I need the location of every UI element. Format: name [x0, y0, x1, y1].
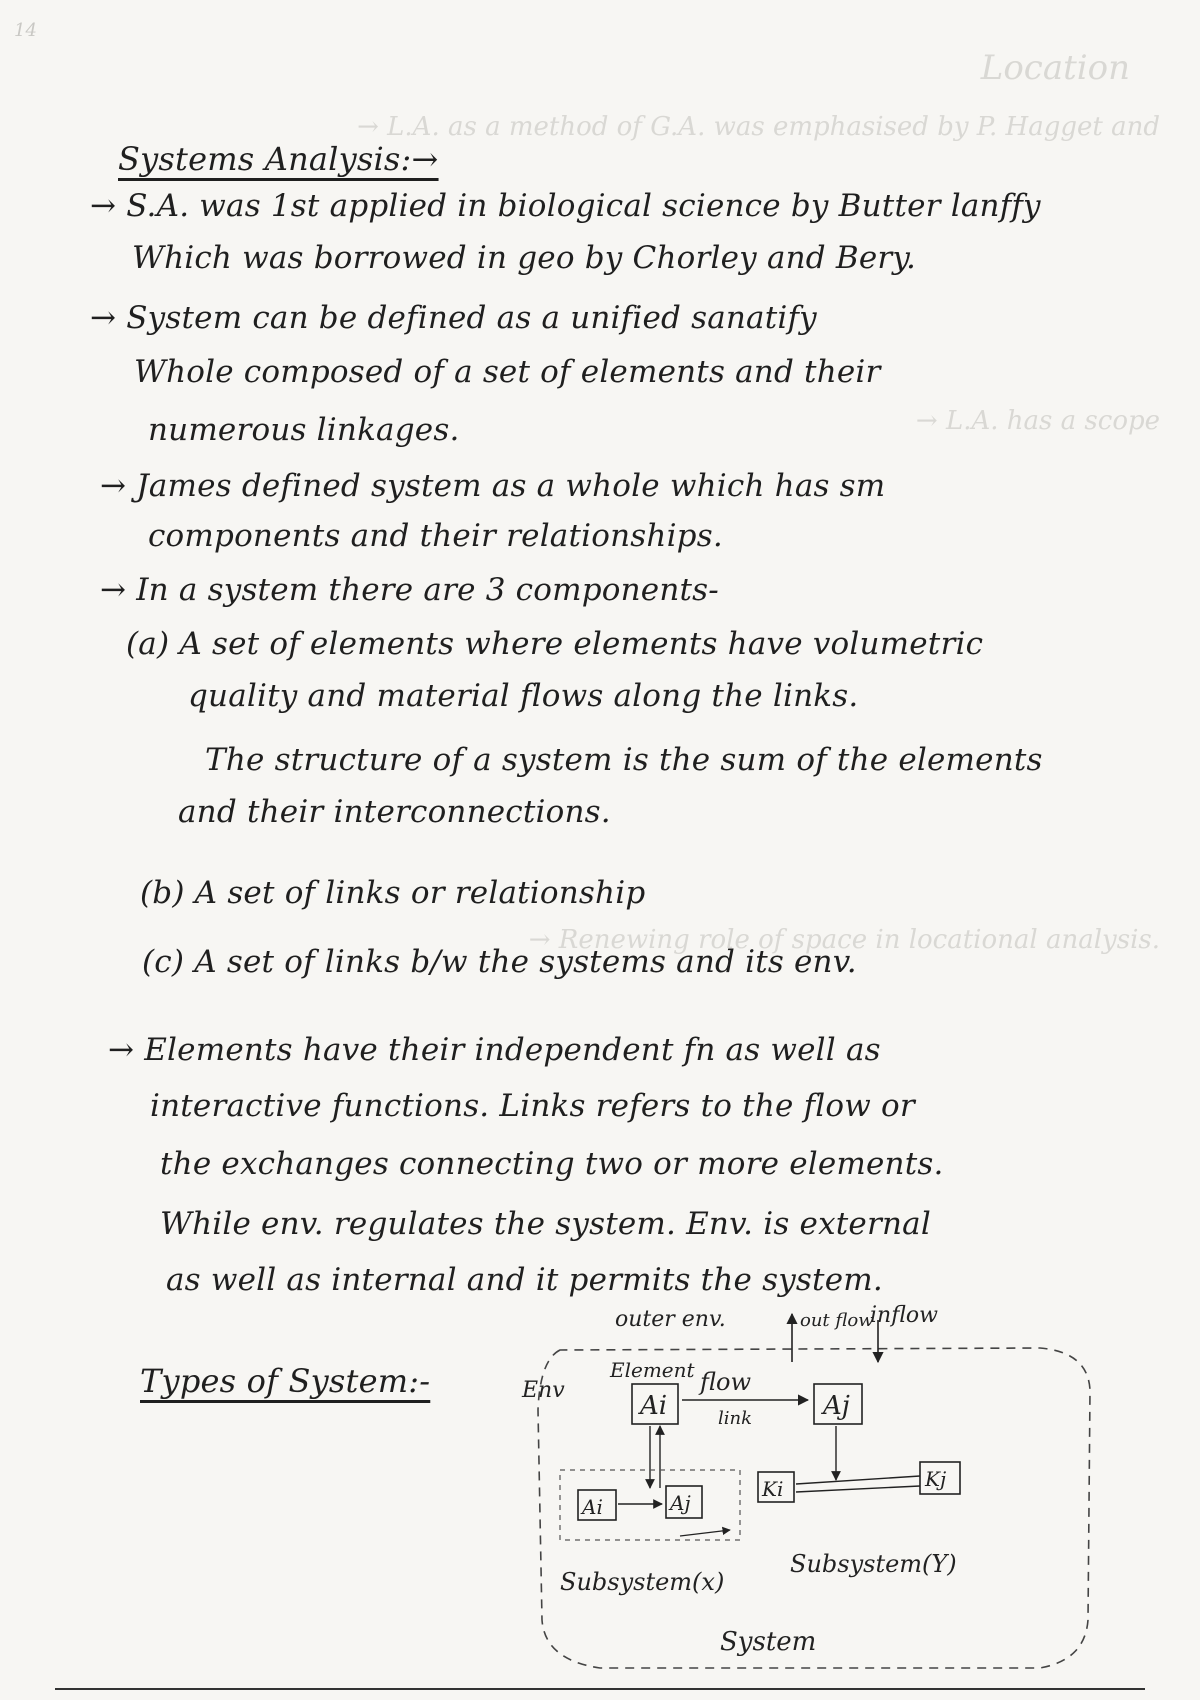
link-line: [796, 1486, 920, 1492]
note-line: interactive functions. Links refers to the flow or: [150, 1088, 915, 1124]
subsystem-x-label: Subsystem(x): [560, 1568, 725, 1596]
link-label: link: [718, 1408, 753, 1429]
system-diagram: [520, 1300, 1120, 1680]
node-label: Ki: [762, 1477, 784, 1501]
inflow-label: inflow: [870, 1303, 938, 1328]
note-line: components and their relationships.: [148, 518, 723, 554]
note-line: numerous linkages.: [148, 412, 460, 448]
ghost-text: Location: [980, 48, 1130, 88]
note-line: (a) A set of elements where elements have volumetric: [126, 626, 984, 662]
element-label: Element: [610, 1358, 695, 1382]
note-line: Whole composed of a set of elements and their: [134, 354, 881, 390]
note-line: While env. regulates the system. Env. is external: [160, 1206, 931, 1242]
section-heading: Systems Analysis:→: [118, 140, 439, 178]
node-label: Kj: [925, 1467, 947, 1491]
note-line: The structure of a system is the sum of the elements: [205, 742, 1043, 778]
outflow-label: out flow: [800, 1310, 874, 1331]
outer-env-label: outer env.: [615, 1307, 726, 1332]
subsystem-y-label: Subsystem(Y): [790, 1550, 957, 1578]
link-line: [796, 1476, 920, 1484]
cross-link: [680, 1530, 730, 1536]
node-label: Aj: [670, 1491, 691, 1515]
ghost-text: → Renewing role of space in locational analysis.: [528, 925, 1160, 955]
env-label: Env: [522, 1378, 565, 1403]
node-label: Aj: [823, 1391, 850, 1421]
types-heading: Types of System:-: [140, 1362, 431, 1400]
node-label: Ai: [582, 1495, 603, 1519]
note-line: → James defined system as a whole which has sm: [100, 468, 886, 504]
note-line: quality and material flows along the links.: [188, 678, 859, 714]
note-line: → S.A. was 1st applied in biological science by Butter lanffy: [90, 188, 1041, 224]
bottom-rule: [55, 1688, 1145, 1690]
note-line: the exchanges connecting two or more elements.: [160, 1146, 944, 1182]
system-label: System: [720, 1627, 817, 1657]
note-line: → Elements have their independent fn as well as: [108, 1032, 881, 1068]
node-label: Ai: [640, 1391, 668, 1421]
ghost-text: → L.A. as a method of G.A. was emphasised by P. Hagget and: [357, 112, 1160, 142]
note-line: (c) A set of links b/w the systems and its env.: [142, 944, 857, 980]
note-line: → In a system there are 3 components-: [100, 572, 719, 608]
page-number: 14: [14, 20, 37, 41]
flow-label: flow: [700, 1368, 751, 1396]
note-line: → System can be defined as a unified sanatify: [90, 300, 817, 336]
ghost-text: → L.A. has a scope: [915, 406, 1160, 436]
note-line: and their interconnections.: [178, 794, 611, 830]
note-line: Which was borrowed in geo by Chorley and Bery.: [132, 240, 917, 276]
note-line: (b) A set of links or relationship: [140, 875, 646, 911]
note-line: as well as internal and it permits the system.: [166, 1262, 883, 1298]
